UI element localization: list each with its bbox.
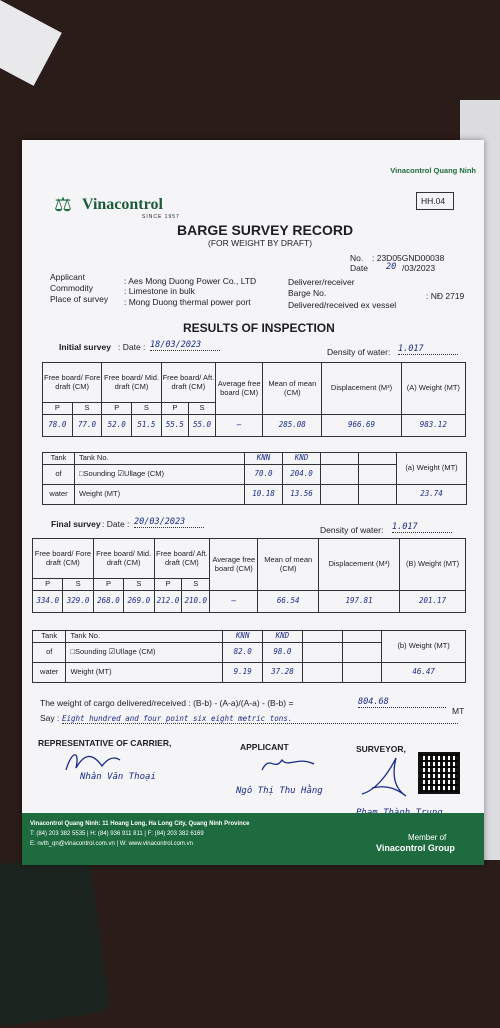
initial-fore-p: 78.0 [43, 415, 73, 437]
final-mid-p: 268.0 [93, 591, 123, 613]
initial-mean: 285.08 [263, 415, 322, 437]
final-density-label: Density of water: [320, 525, 384, 535]
final-date: 20/03/2023 [134, 517, 204, 528]
date-value: 20 [386, 262, 397, 272]
s-header: S [188, 403, 215, 415]
results-title: RESULTS OF INSPECTION [183, 321, 335, 335]
p-header: P [93, 579, 123, 591]
final-mid-s: 269.0 [124, 591, 154, 613]
tank-table-1 [42, 452, 467, 505]
tank-total: 23.74 [397, 485, 467, 505]
deliverer-label: Deliverer/receiver [288, 277, 355, 287]
cargo-weight-unit: MT [452, 706, 465, 716]
p-header: P [161, 403, 188, 415]
tank-weight-1: 10.18 [245, 485, 283, 505]
tank-of-label: of [43, 465, 75, 485]
tank-weight-2: 13.56 [283, 485, 321, 505]
tank-ullage-2: 98.0 [263, 643, 303, 663]
page-subtitle: (FOR WEIGHT BY DRAFT) [208, 238, 313, 248]
footer-address: Vinacontrol Quang Ninh: 11 Hoang Long, Ha Long City, Quang Ninh Province [30, 821, 250, 827]
initial-density: 1.017 [398, 344, 458, 355]
initial-aft-s: 55.0 [188, 415, 215, 437]
tank-ullage-1: 82.0 [223, 643, 263, 663]
form-code-box [416, 192, 454, 210]
barge-value: : NĐ 2719 [426, 291, 465, 301]
page-title: BARGE SURVEY RECORD [177, 222, 354, 238]
footer-phone: T: (84) 203 382 5535 | H: (84) 936 911 811 | F: (84) 203 382 6169 [30, 831, 204, 837]
final-disp-header: Displacement (M³) [319, 539, 400, 591]
tank-ullage-1: 70.0 [245, 465, 283, 485]
applicant-sign-label: APPLICANT [240, 742, 289, 752]
tank-water-label: water [33, 663, 66, 683]
applicant-signature [258, 752, 318, 776]
tank-label: Tank [43, 453, 75, 465]
tank-col1: KNN [245, 453, 283, 465]
sounding-checkbox: □Sounding [79, 469, 116, 479]
final-avg: – [210, 591, 258, 613]
initial-density-label: Density of water: [327, 347, 391, 357]
tank-total-label: (a) Weight (MT) [397, 453, 467, 485]
initial-weight-header: (A) Weight (MT) [401, 363, 465, 415]
initial-mid-header: Free board/ Mid. draft (CM) [102, 363, 161, 403]
p-header: P [33, 579, 63, 591]
final-survey-label: Final survey [51, 519, 101, 529]
surveyor-signature [358, 754, 414, 804]
logo-icon: ⚖ [54, 194, 72, 216]
final-weight-header: (B) Weight (MT) [400, 539, 466, 591]
final-aft-header: Free board/ Aft. draft (CM) [154, 539, 210, 579]
s-header: S [182, 579, 210, 591]
applicant-value: : Aes Mong Duong Power Co., LTD [124, 276, 257, 286]
tank-col1: KNN [223, 631, 263, 643]
s-header: S [132, 403, 162, 415]
tank-no-label: Tank No. [66, 631, 223, 643]
s-header: S [124, 579, 154, 591]
tank-no-label: Tank No. [75, 453, 245, 465]
initial-aft-p: 55.5 [161, 415, 188, 437]
final-aft-s: 210.0 [182, 591, 210, 613]
say-value: Eight hundred and four point six eight metric tons. [62, 714, 458, 724]
tank-total-label: (b) Weight (MT) [382, 631, 466, 663]
date-label: Date [350, 263, 368, 273]
initial-disp: 966.69 [322, 415, 401, 437]
place-label: Place of survey [50, 294, 109, 304]
tank-total: 46.47 [382, 663, 466, 683]
no-value: : 23D05GND00038 [372, 253, 445, 263]
applicant-name: Ngô Thị Thu Hằng [236, 786, 323, 796]
final-weight: 201.17 [400, 591, 466, 613]
tank-of-label: of [33, 643, 66, 663]
initial-disp-header: Displacement (M³) [322, 363, 401, 415]
initial-avg: – [216, 415, 263, 437]
tank-water-label: water [43, 485, 75, 505]
form-code: HH.04 [421, 196, 446, 206]
ullage-checkbox: ☑Ullage (CM) [108, 647, 156, 657]
initial-date-label: : Date : [118, 342, 146, 352]
tank-col2: KND [283, 453, 321, 465]
final-density: 1.017 [392, 522, 452, 533]
tank-label: Tank [33, 631, 66, 643]
final-mid-header: Free board/ Mid. draft (CM) [93, 539, 154, 579]
final-disp: 197.81 [319, 591, 400, 613]
carrier-label: REPRESENTATIVE OF CARRIER, [38, 738, 172, 748]
cargo-weight-value: 804.68 [358, 697, 446, 708]
survey-document [22, 140, 484, 865]
tank-weight-label: Weight (MT) [66, 663, 223, 683]
s-header: S [72, 403, 102, 415]
table-row [33, 591, 466, 613]
office-name: Vinacontrol Quang Ninh [390, 166, 476, 175]
carrier-name: Nhân Văn Thoại [80, 772, 156, 782]
tank-weight-2: 37.28 [263, 663, 303, 683]
initial-avg-header: Average free board (CM) [216, 363, 263, 415]
initial-aft-header: Free board/ Aft. draft (CM) [161, 363, 215, 403]
tank-ullage-2: 204.0 [283, 465, 321, 485]
footer-group: Vinacontrol Group [376, 843, 455, 853]
no-label: No. [350, 253, 364, 263]
sounding-ullage [66, 643, 223, 663]
tank-col2: KND [263, 631, 303, 643]
background-object [0, 852, 111, 1027]
say-label: Say : [40, 713, 60, 723]
initial-fore-header: Free board/ Fore draft (CM) [43, 363, 102, 403]
final-mean-header: Mean of mean (CM) [258, 539, 319, 591]
final-avg-header: Average free board (CM) [210, 539, 258, 591]
initial-mean-header: Mean of mean (CM) [263, 363, 322, 415]
background-paper [0, 0, 62, 86]
commodity-value: : Limestone in bulk [124, 286, 195, 296]
initial-draft-table [42, 362, 466, 437]
logo-since: SINCE 1957 [142, 214, 180, 220]
tank-weight-label: Weight (MT) [75, 485, 245, 505]
qr-code [418, 752, 460, 794]
final-aft-p: 212.0 [154, 591, 182, 613]
final-mean: 66.54 [258, 591, 319, 613]
initial-weight: 983.12 [401, 415, 465, 437]
initial-date: 18/03/2023 [150, 340, 220, 351]
commodity-label: Commodity [50, 283, 93, 293]
s-header: S [63, 579, 93, 591]
cargo-formula-label: The weight of cargo delivered/received : (B-b) - (A-a)/(A-a) - (B-b) = [40, 698, 294, 708]
final-fore-p: 334.0 [33, 591, 63, 613]
footer-bar [22, 813, 484, 865]
footer-email: E: nvth_qn@vinacontrol.com.vn | W: www.vinacontrol.com.vn [30, 841, 193, 847]
tank-weight-1: 9.19 [223, 663, 263, 683]
p-header: P [43, 403, 73, 415]
initial-mid-p: 52.0 [102, 415, 132, 437]
initial-mid-s: 51.5 [132, 415, 162, 437]
initial-survey-label: Initial survey [59, 342, 111, 352]
ullage-checkbox: ☑Ullage (CM) [117, 469, 165, 479]
final-fore-header: Free board/ Fore draft (CM) [33, 539, 94, 579]
p-header: P [102, 403, 132, 415]
barge-label: Barge No. [288, 288, 327, 298]
vessel-label: Delivered/received ex vessel [288, 300, 397, 310]
place-value: : Mong Duong thermal power port [124, 297, 251, 307]
tank-table-2 [32, 630, 466, 683]
table-row [43, 415, 466, 437]
date-suffix: /03/2023 [402, 263, 436, 273]
p-header: P [154, 579, 182, 591]
final-draft-table [32, 538, 466, 613]
final-fore-s: 329.0 [63, 591, 93, 613]
sounding-checkbox: □Sounding [70, 647, 107, 657]
footer-member-label: Member of [408, 833, 447, 842]
applicant-label: Applicant [50, 272, 85, 282]
surveyor-label: SURVEYOR, [356, 744, 406, 754]
sounding-ullage [75, 465, 245, 485]
logo-text: Vinacontrol [82, 196, 163, 213]
initial-fore-s: 77.0 [72, 415, 102, 437]
final-date-label: : Date : [102, 519, 130, 529]
